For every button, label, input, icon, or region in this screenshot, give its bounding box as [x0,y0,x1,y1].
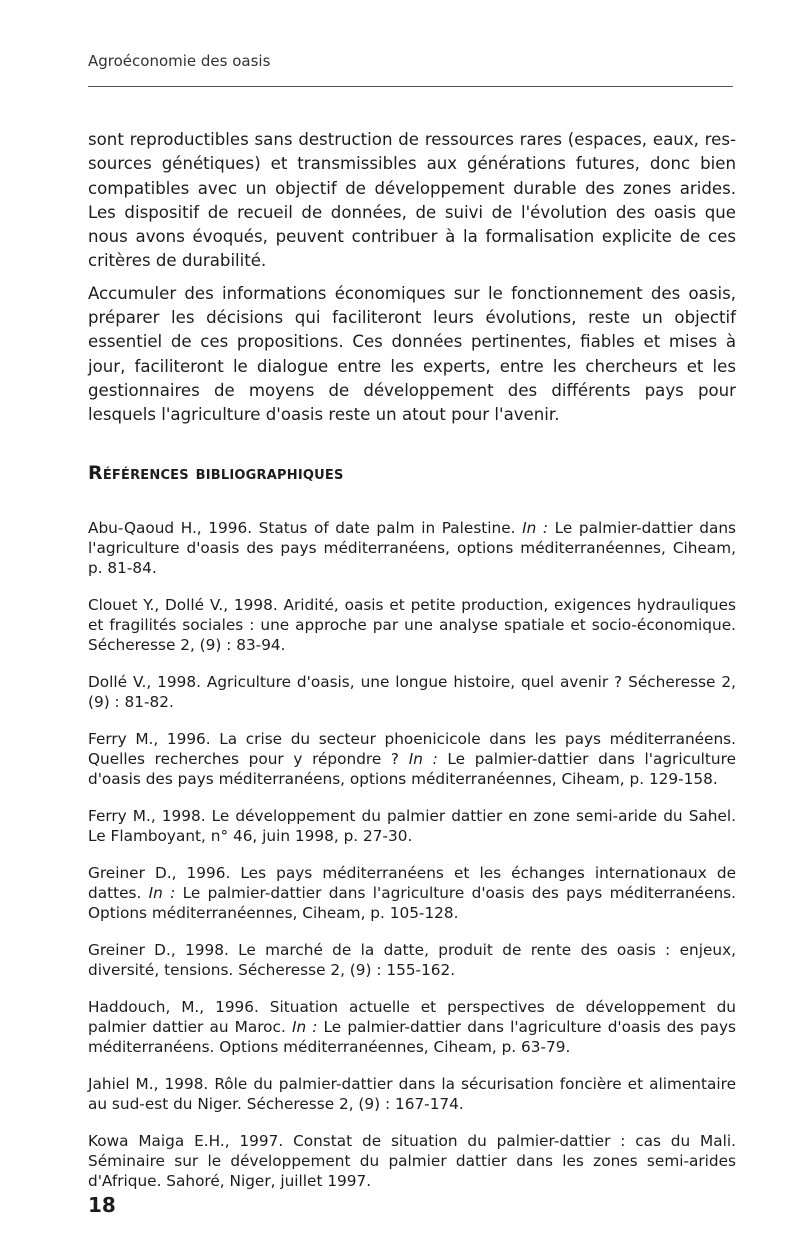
running-title: Agroéconomie des oasis [88,52,271,70]
reference-item: Ferry M., 1998. Le développement du palmier dattier en zone semi-aride du Sahel. Le Flamboyant, n° 46, juin 1998, p. 27-30. [88,806,736,845]
body-paragraph: sont reproductibles sans destruction de ressources rares (espaces, eaux, ressources génétiques) et transmissibles aux générations futures, donc bien compatibles avec un objectif de développement durable des zones arides. Les dispositif de recueil de données, de suivi de l'évolution des oasis que nous avons évoqués, peuvent contribuer à la formalisation explicite de ces critères de durabilité. [88,130,736,271]
references-heading: Références bibliographiques [88,461,344,484]
page-content [88,128,736,1208]
reference-item: Abu-Qaoud H., 1996. Status of date palm in Palestine. In : Le palmier-dattier dans l'agriculture d'oasis des pays méditerranéens, options méditerranéennes, Ciheam, p. 81-84. [88,518,736,577]
reference-item: Dollé V., 1998. Agriculture d'oasis, une longue histoire, quel avenir ? Sécheresse 2, (9) : 81-82. [88,672,736,711]
reference-list [88,518,736,1191]
reference-item: Clouet Y., Dollé V., 1998. Aridité, oasis et petite production, exigences hydrauliques et fragilités sociales : une approche par une analyse spatiale et socio-économique. Sécheresse 2, (9) : 83-94. [88,595,736,654]
reference-item: Greiner D., 1996. Les pays méditerranéens et les échanges internationaux de dattes. In : Le palmier-dattier dans l'agriculture d'oasis des pays méditerranéens. Options méditerranéennes, Ciheam, p. 105-128. [88,863,737,922]
reference-item: Kowa Maiga E.H., 1997. Constat de situation du palmier-dattier : cas du Mali. Séminaire sur le développement du palmier dattier dans les zones semi-arides d'Afrique. Sahoré, Niger, juillet 1997. [88,1131,736,1190]
reference-item: Jahiel M., 1998. Rôle du palmier-dattier dans la sécurisation foncière et alimentaire au sud-est du Niger. Sécheresse 2, (9) : 167-174. [88,1074,736,1113]
reference-item: Greiner D., 1998. Le marché de la datte, produit de rente des oasis : enjeux, diversité, tensions. Sécheresse 2, (9) : 155-162. [88,940,736,979]
header-divider [88,86,733,87]
page-number: 18 [88,1193,116,1217]
reference-item: Ferry M., 1996. La crise du secteur phoenicicole dans les pays méditerranéens. Quelles recherches pour y répondre ? In : Le palmier-dattier dans l'agriculture d'oasis des pays méditerranéens, options méditerranéennes, Ciheam, p. 129-158. [88,729,736,788]
body-paragraph: Accumuler des informations économiques sur le fonctionnement des oasis, préparer les décisions qui faciliteront leurs évolutions, reste un objectif essentiel de ces propositions. Ces données pertinentes, fiables et mises à jour, faciliteront le dialogue entre les experts, entre les chercheurs et les gestionnaires de moyens de développement des différents pays pour lesquels l'agriculture d'oasis reste un atout pour l'avenir. [88,283,736,425]
reference-item: Haddouch, M., 1996. Situation actuelle et perspectives de développement du palmier dattier au Maroc. In : Le palmier-dattier dans l'agriculture d'oasis des pays méditerranéens. Options méditerranéennes, Ciheam, p. 63-79. [88,997,736,1056]
